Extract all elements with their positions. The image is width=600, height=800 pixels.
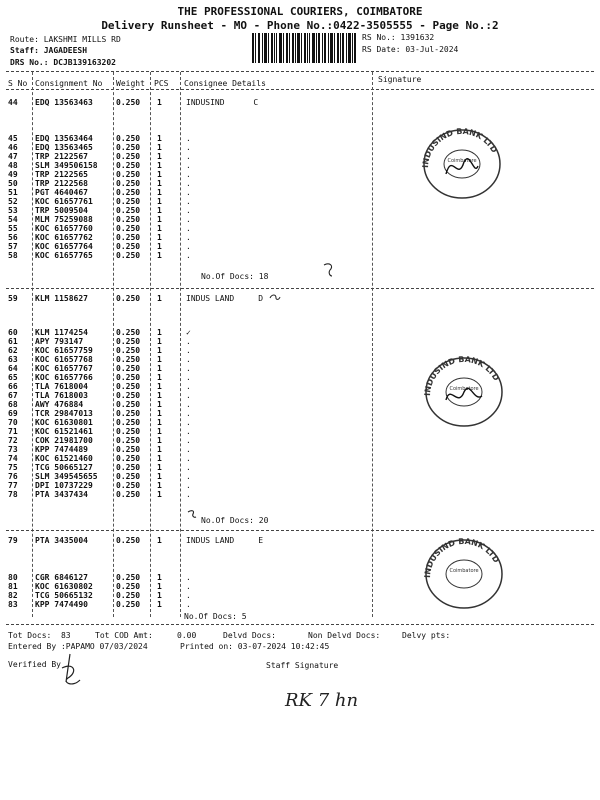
pcs: 1 xyxy=(157,582,162,591)
pcs: 1 xyxy=(157,233,162,242)
consignment-no: KOC 61630802 xyxy=(35,582,93,591)
sno: 46 xyxy=(8,143,18,152)
weight: 0.250 xyxy=(116,436,141,445)
sno: 70 xyxy=(8,418,18,427)
consignee: . xyxy=(186,481,191,490)
weight: 0.250 xyxy=(116,179,141,188)
pcs: 1 xyxy=(157,224,162,233)
sno: 57 xyxy=(8,242,18,251)
sno: 67 xyxy=(8,391,18,400)
divider xyxy=(6,624,594,625)
sno: 56 xyxy=(8,233,18,242)
sno: 59 xyxy=(8,294,18,303)
pcs: 1 xyxy=(157,98,162,107)
verified-by: Verified By xyxy=(8,660,61,669)
col-sno: S No xyxy=(8,79,28,88)
consignee: . xyxy=(186,409,191,418)
sno: 63 xyxy=(8,355,18,364)
sno: 75 xyxy=(8,463,18,472)
non-delivered-docs: Non Delvd Docs: xyxy=(308,631,381,640)
bank-stamp-icon xyxy=(420,350,508,428)
pcs: 1 xyxy=(157,197,162,206)
col-consignee: Consignee Details xyxy=(184,79,266,88)
weight: 0.250 xyxy=(116,294,141,303)
consignee: . xyxy=(186,418,191,427)
weight: 0.250 xyxy=(116,224,141,233)
consignment-no: SLM 349506158 xyxy=(35,161,98,170)
sno: 45 xyxy=(8,134,18,143)
sno: 61 xyxy=(8,337,18,346)
weight: 0.250 xyxy=(116,98,141,107)
weight: 0.250 xyxy=(116,337,141,346)
consignee: . xyxy=(186,170,191,179)
sno: 83 xyxy=(8,600,18,609)
consignment-no: CGR 6846127 xyxy=(35,573,88,582)
consignment-no: TCR 29847013 xyxy=(35,409,93,418)
pcs: 1 xyxy=(157,337,162,346)
pcs: 1 xyxy=(157,294,162,303)
pcs: 1 xyxy=(157,490,162,499)
consignee: . xyxy=(186,600,191,609)
sno: 54 xyxy=(8,215,18,224)
total-docs: Tot Docs: 83 xyxy=(8,631,71,640)
consignee: . xyxy=(186,573,191,582)
weight: 0.250 xyxy=(116,373,141,382)
weight: 0.250 xyxy=(116,400,141,409)
pcs: 1 xyxy=(157,591,162,600)
docs-count: No.Of Docs: 20 xyxy=(201,516,269,525)
weight: 0.250 xyxy=(116,251,141,260)
sno: 82 xyxy=(8,591,18,600)
consignee: . xyxy=(186,346,191,355)
consignment-no: EDQ 13563465 xyxy=(35,143,93,152)
drs-number: DRS No.: DCJB139163202 xyxy=(10,58,116,67)
column-line xyxy=(113,72,114,617)
weight: 0.250 xyxy=(116,454,141,463)
weight: 0.250 xyxy=(116,582,141,591)
consignment-no: KOC 61630801 xyxy=(35,418,93,427)
sno: 49 xyxy=(8,170,18,179)
check-mark-icon xyxy=(322,262,336,278)
sno: 50 xyxy=(8,179,18,188)
column-line xyxy=(150,72,151,617)
weight: 0.250 xyxy=(116,346,141,355)
weight: 0.250 xyxy=(116,472,141,481)
weight: 0.250 xyxy=(116,170,141,179)
consignment-no: KOC 61657760 xyxy=(35,224,93,233)
weight: 0.250 xyxy=(116,600,141,609)
svg-text:INDUSIND BANK LTD: INDUSIND BANK LTD xyxy=(422,354,501,397)
consignment-no: KOC 61657765 xyxy=(35,251,93,260)
pcs: 1 xyxy=(157,152,162,161)
sno: 72 xyxy=(8,436,18,445)
consignment-no: TLA 7618004 xyxy=(35,382,88,391)
consignment-no: KLM 1158627 xyxy=(35,294,88,303)
consignee: . xyxy=(186,197,191,206)
sno: 44 xyxy=(8,98,18,107)
consignment-no: EDQ 13563463 xyxy=(35,98,93,107)
bank-stamp-icon xyxy=(420,532,508,610)
consignment-no: TCG 50665127 xyxy=(35,463,93,472)
consignment-no: TRP 2122565 xyxy=(35,170,88,179)
printed-on: Printed on: 03-07-2024 10:42:45 xyxy=(180,642,330,651)
consignee: . xyxy=(186,472,191,481)
docs-count: No.Of Docs: 18 xyxy=(201,272,269,281)
consignment-no: KOC 61657767 xyxy=(35,364,93,373)
svg-text:INDUSIND BANK LTD: INDUSIND BANK LTD xyxy=(420,126,499,169)
consignment-no: SLM 349545655 xyxy=(35,472,98,481)
weight: 0.250 xyxy=(116,536,141,545)
pcs: 1 xyxy=(157,364,162,373)
weight: 0.250 xyxy=(116,134,141,143)
pcs: 1 xyxy=(157,143,162,152)
consignee: . xyxy=(186,591,191,600)
consignee: . xyxy=(186,582,191,591)
sno: 62 xyxy=(8,346,18,355)
delivery-points: Delvy pts: xyxy=(402,631,451,640)
consignee: INDUS LAND E xyxy=(186,536,264,545)
sno: 76 xyxy=(8,472,18,481)
pcs: 1 xyxy=(157,454,162,463)
pcs: 1 xyxy=(157,400,162,409)
barcode-icon xyxy=(252,33,356,63)
consignee: . xyxy=(186,382,191,391)
pcs: 1 xyxy=(157,242,162,251)
weight: 0.250 xyxy=(116,355,141,364)
weight: 0.250 xyxy=(116,206,141,215)
column-line xyxy=(372,72,373,617)
consignment-no: PGT 4640467 xyxy=(35,188,88,197)
weight: 0.250 xyxy=(116,418,141,427)
pcs: 1 xyxy=(157,134,162,143)
staff-label: Staff: JAGADEESH xyxy=(10,46,88,55)
consignment-no: KOC 61657764 xyxy=(35,242,93,251)
delivered-docs: Delvd Docs: xyxy=(223,631,276,640)
consignment-no: KOC 61521460 xyxy=(35,454,93,463)
consignment-no: TRP 2122568 xyxy=(35,179,88,188)
sno: 65 xyxy=(8,373,18,382)
docs-count: No.Of Docs: 5 xyxy=(184,612,247,621)
consignee: . xyxy=(186,373,191,382)
consignment-no: DPI 10737229 xyxy=(35,481,93,490)
rs-number: RS No.: 1391632 xyxy=(362,33,435,42)
consignment-no: TLA 7618003 xyxy=(35,391,88,400)
consignee: . xyxy=(186,427,191,436)
report-title: THE PROFESSIONAL COURIERS, COIMBATORE xyxy=(177,5,423,18)
consignee: . xyxy=(186,179,191,188)
consignee: . xyxy=(186,400,191,409)
pcs: 1 xyxy=(157,427,162,436)
sno: 51 xyxy=(8,188,18,197)
weight: 0.250 xyxy=(116,409,141,418)
svg-text:INDUSIND BANK LTD: INDUSIND BANK LTD xyxy=(422,536,501,579)
consignment-no: PTA 3435004 xyxy=(35,536,88,545)
consignment-no: KOC 61657766 xyxy=(35,373,93,382)
consignee: . xyxy=(186,355,191,364)
consignee: . xyxy=(186,233,191,242)
sno: 79 xyxy=(8,536,18,545)
col-pcs: PCS xyxy=(154,79,169,88)
sno: 80 xyxy=(8,573,18,582)
sno: 47 xyxy=(8,152,18,161)
consignee: . xyxy=(186,463,191,472)
entered-by: Entered By :PAPAMO 07/03/2024 xyxy=(8,642,148,651)
consignment-no: KOC 61657761 xyxy=(35,197,93,206)
initial-mark-icon xyxy=(268,292,282,302)
consignment-no: COK 21981700 xyxy=(35,436,93,445)
total-cod-label: Tot COD Amt: xyxy=(95,631,153,640)
weight: 0.250 xyxy=(116,328,141,337)
consignee: . xyxy=(186,161,191,170)
consignment-no: TRP 2122567 xyxy=(35,152,88,161)
consignee: . xyxy=(186,251,191,260)
pcs: 1 xyxy=(157,418,162,427)
consignee: . xyxy=(186,134,191,143)
staff-signature-label: Staff Signature xyxy=(266,661,339,670)
sno: 81 xyxy=(8,582,18,591)
weight: 0.250 xyxy=(116,427,141,436)
col-consignment: Consignment No xyxy=(35,79,103,88)
pcs: 1 xyxy=(157,573,162,582)
consignment-no: TRP 5009504 xyxy=(35,206,88,215)
consignment-no: AWY 476884 xyxy=(35,400,84,409)
pcs: 1 xyxy=(157,472,162,481)
divider xyxy=(6,288,594,289)
col-weight: Weight xyxy=(116,79,145,88)
pcs: 1 xyxy=(157,170,162,179)
consignment-no: KLM 1174254 xyxy=(35,328,88,337)
svg-text:Coimbatore: Coimbatore xyxy=(449,568,479,574)
route-label: Route: LAKSHMI MILLS RD xyxy=(10,35,121,44)
consignee: . xyxy=(186,152,191,161)
staff-signature-handwriting: RK 7 hn xyxy=(285,690,359,711)
sno: 68 xyxy=(8,400,18,409)
sno: 58 xyxy=(8,251,18,260)
pcs: 1 xyxy=(157,215,162,224)
sno: 53 xyxy=(8,206,18,215)
sno: 78 xyxy=(8,490,18,499)
consignment-no: KOC 61657759 xyxy=(35,346,93,355)
consignee: INDUS LAND D xyxy=(186,294,264,303)
svg-text:Coimbatore: Coimbatore xyxy=(449,386,479,392)
col-signature: Signature xyxy=(378,75,422,84)
consignee: . xyxy=(186,337,191,346)
sno: 74 xyxy=(8,454,18,463)
consignee: INDUSIND C xyxy=(186,98,259,107)
sno: 64 xyxy=(8,364,18,373)
consignment-no: KPP 7474490 xyxy=(35,600,88,609)
pcs: 1 xyxy=(157,391,162,400)
pcs: 1 xyxy=(157,346,162,355)
consignment-no: KOC 61657762 xyxy=(35,233,93,242)
weight: 0.250 xyxy=(116,215,141,224)
consignee: . xyxy=(186,224,191,233)
report-subtitle: Delivery Runsheet - MO - Phone No.:0422-3505555 - Page No.:2 xyxy=(101,19,499,32)
sno: 55 xyxy=(8,224,18,233)
pcs: 1 xyxy=(157,188,162,197)
sno: 48 xyxy=(8,161,18,170)
weight: 0.250 xyxy=(116,161,141,170)
weight: 0.250 xyxy=(116,143,141,152)
consignment-no: KOC 61657768 xyxy=(35,355,93,364)
pcs: 1 xyxy=(157,355,162,364)
weight: 0.250 xyxy=(116,445,141,454)
consignment-no: APY 793147 xyxy=(35,337,84,346)
sno: 69 xyxy=(8,409,18,418)
sno: 71 xyxy=(8,427,18,436)
weight: 0.250 xyxy=(116,233,141,242)
rs-date: RS Date: 03-Jul-2024 xyxy=(362,45,459,54)
consignment-no: PTA 3437434 xyxy=(35,490,88,499)
consignment-no: KOC 61521461 xyxy=(35,427,93,436)
weight: 0.250 xyxy=(116,391,141,400)
pcs: 1 xyxy=(157,481,162,490)
consignee: . xyxy=(186,391,191,400)
divider xyxy=(6,530,594,531)
consignee: . xyxy=(186,188,191,197)
weight: 0.250 xyxy=(116,364,141,373)
weight: 0.250 xyxy=(116,481,141,490)
consignee: . xyxy=(186,143,191,152)
tick-mark-icon xyxy=(187,508,201,520)
column-line xyxy=(32,72,33,617)
weight: 0.250 xyxy=(116,490,141,499)
pcs: 1 xyxy=(157,536,162,545)
sno: 66 xyxy=(8,382,18,391)
consignee: . xyxy=(186,454,191,463)
consignment-no: MLM 75259088 xyxy=(35,215,93,224)
weight: 0.250 xyxy=(116,463,141,472)
weight: 0.250 xyxy=(116,197,141,206)
weight: 0.250 xyxy=(116,591,141,600)
pcs: 1 xyxy=(157,161,162,170)
consignment-no: KPP 7474489 xyxy=(35,445,88,454)
consignee: . xyxy=(186,206,191,215)
consignment-no: EDQ 13563464 xyxy=(35,134,93,143)
pcs: 1 xyxy=(157,463,162,472)
column-line xyxy=(180,72,181,617)
consignee: . xyxy=(186,490,191,499)
pcs: 1 xyxy=(157,328,162,337)
pcs: 1 xyxy=(157,382,162,391)
pcs: 1 xyxy=(157,251,162,260)
sno: 52 xyxy=(8,197,18,206)
sno: 77 xyxy=(8,481,18,490)
pcs: 1 xyxy=(157,436,162,445)
consignee: . xyxy=(186,215,191,224)
pcs: 1 xyxy=(157,206,162,215)
weight: 0.250 xyxy=(116,242,141,251)
pcs: 1 xyxy=(157,445,162,454)
sno: 60 xyxy=(8,328,18,337)
verified-signature-icon xyxy=(56,652,86,692)
consignee: ✓ xyxy=(186,328,191,337)
svg-text:Coimbatore: Coimbatore xyxy=(447,158,477,164)
consignee: . xyxy=(186,436,191,445)
consignee: . xyxy=(186,364,191,373)
weight: 0.250 xyxy=(116,382,141,391)
divider xyxy=(6,89,594,90)
consignee: . xyxy=(186,445,191,454)
pcs: 1 xyxy=(157,600,162,609)
pcs: 1 xyxy=(157,373,162,382)
bank-stamp-icon xyxy=(418,122,506,200)
pcs: 1 xyxy=(157,179,162,188)
weight: 0.250 xyxy=(116,188,141,197)
pcs: 1 xyxy=(157,409,162,418)
total-cod-value: 0.00 xyxy=(177,631,197,640)
sno: 73 xyxy=(8,445,18,454)
consignment-no: TCG 50665132 xyxy=(35,591,93,600)
weight: 0.250 xyxy=(116,573,141,582)
weight: 0.250 xyxy=(116,152,141,161)
consignee: . xyxy=(186,242,191,251)
divider xyxy=(6,71,594,72)
